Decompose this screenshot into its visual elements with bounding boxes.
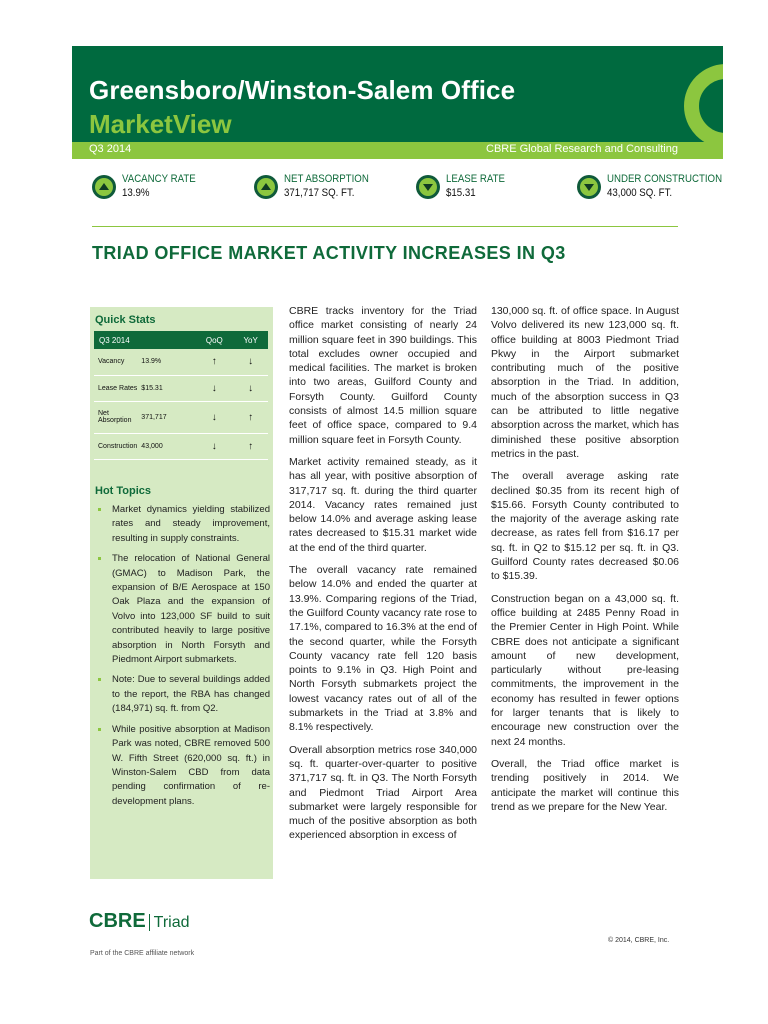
arrow-up-icon — [92, 175, 116, 199]
hot-topics-title: Hot Topics — [95, 485, 152, 497]
table-cell: 43,000 — [137, 433, 195, 459]
kpi-value: 43,000 SQ. FT. — [607, 187, 673, 199]
report-header — [72, 46, 723, 159]
arrow-down-icon — [577, 175, 601, 199]
sidebar — [90, 307, 273, 879]
body-column-1 — [289, 304, 477, 851]
table-header: YoY — [233, 331, 268, 349]
table-row — [94, 433, 268, 459]
table-cell: Lease Rates — [94, 375, 137, 401]
brand-c-logo-icon — [684, 64, 723, 148]
report-subtitle: MarketView — [89, 109, 232, 139]
table-cell: ↓ — [233, 375, 268, 401]
headline: TRIAD OFFICE MARKET ACTIVITY INCREASES IN Q3 — [92, 243, 566, 263]
report-publisher: CBRE Global Research and Consulting — [486, 143, 678, 155]
paragraph: Overall absorption metrics rose 340,000 sq. ft. quarter-over-quarter to positive 371,717 sq. ft. in Q3. The North Forsyth and Piedmont Triad Airport Area submarket were largely responsible for much of the positive absorption as both experienced absorption in excess of — [289, 743, 477, 842]
header-strip — [72, 142, 723, 159]
divider — [92, 226, 678, 227]
table-cell: ↑ — [195, 349, 233, 375]
kpi-value: $15.31 — [446, 187, 476, 199]
quick-stats-table — [94, 331, 268, 460]
affiliate-note: Part of the CBRE affiliate network — [90, 950, 195, 957]
table-cell: 13.9% — [137, 349, 195, 375]
table-header-row — [94, 331, 268, 349]
list-item: Note: Due to several buildings added to the report, the RBA has changed (184,971) sq. ft. from Q2. — [94, 673, 270, 716]
list-item: Market dynamics yielding stabilized rates and steady improvement, resulting in supply constraints. — [94, 503, 270, 546]
arrow-down-icon — [416, 175, 440, 199]
copyright: © 2014, CBRE, Inc. — [608, 937, 670, 944]
table-cell: ↓ — [195, 375, 233, 401]
table-cell: Net Absorption — [94, 401, 137, 433]
table-row — [94, 401, 268, 433]
list-item: While positive absorption at Madison Park was noted, CBRE removed 500 W. Fifth Street (620,000 sq. ft.) in Winston-Salem CBD from data pending confirmation of re-development plans. — [94, 723, 270, 809]
quick-stats-title: Quick Stats — [95, 314, 156, 326]
table-header: Q3 2014 — [94, 331, 195, 349]
table-row — [94, 375, 268, 401]
report-title: Greensboro/Winston-Salem Office — [89, 75, 516, 105]
table-cell: $15.31 — [137, 375, 195, 401]
paragraph: 130,000 sq. ft. of office space. In August Volvo delivered its new 123,000 sq. ft. office building at 8003 Piedmont Triad Pkwy in the Airport submarket contributing much of the positive absorption in the Triad. In addition, much of the absorption success in Q3 can be attributed to little negative absorption across the market, which has diminished these positive absorption metrics in the past. — [491, 305, 679, 460]
table-cell: Construction — [94, 433, 137, 459]
hot-topics-list — [94, 503, 270, 815]
table-cell: ↓ — [233, 349, 268, 375]
table-cell: ↑ — [233, 433, 268, 459]
arrow-up-icon — [254, 175, 278, 199]
paragraph: Overall, the Triad office market is trending positively in 2014. We anticipate the market will continue this trend as we prepare for the New Year. — [491, 757, 679, 813]
paragraph: The overall vacancy rate remained below 14.0% and ended the quarter at 13.9%. Comparing regions of the Triad, the Guilford County vacancy rate rose to 17.1%, compared to 16.3% at the end of the second quarter, while the Forsyth County vacancy rate fell 120 basis points to 9.1% in Q3. High Point and North Forsyth submarkets project the lowest vacancy rates out of all of the submarkets in the Triad at 3.8% and 8.1% respectively. — [289, 564, 477, 734]
kpi-label: VACANCY RATE — [122, 173, 196, 185]
body-column-2 — [491, 304, 679, 822]
kpi-value: 371,717 SQ. FT. — [284, 187, 355, 199]
paragraph: The overall average asking rate declined $0.35 from its recent high of $15.66. Forsyth County contributed to the majority of the average asking rate decrease, as rates fell from $16.17 per sq. ft. in Q2 to $15.12 per sq. ft. in Q3. Guilford County rates decreased $0.06 to $15.39. — [491, 470, 679, 583]
table-cell: ↓ — [195, 433, 233, 459]
paragraph: CBRE tracks inventory for the Triad office market consisting of nearly 24 million square feet in 390 buildings. This total excludes owner occupied and medical facilities. The market is broken into two areas, Guilford County and Forsyth County. Guilford County consists of almost 14.5 million square feet of office space, compared to 9.4 million square feet in Forsyth County. — [289, 305, 477, 446]
kpi-label: UNDER CONSTRUCTION — [607, 173, 723, 185]
table-cell: 371,717 — [137, 401, 195, 433]
report-period: Q3 2014 — [89, 143, 132, 155]
kpi-label: NET ABSORPTION — [284, 173, 369, 185]
cbre-triad-logo — [89, 910, 190, 933]
list-item: The relocation of National General (GMAC) to Madison Park, the expansion of B/E Aerospace at 150 Oak Plaza and the expansion of Volvo into 123,000 SF build to suit contributed heavily to large positive absorption in North Forsyth and Piedmont Airport submarkets. — [94, 552, 270, 667]
table-cell: ↑ — [233, 401, 268, 433]
kpi-value: 13.9% — [122, 187, 150, 199]
table-cell: Vacancy — [94, 349, 137, 375]
table-cell: ↓ — [195, 401, 233, 433]
paragraph: Market activity remained steady, as it has all year, with positive absorption of 317,717 sq. ft. during the third quarter 2014. Vacancy rates remained just below 14.0% and average asking lease rates decreased to $15.31 market wide at the end of the third quarter. — [289, 455, 477, 554]
table-header: QoQ — [195, 331, 233, 349]
paragraph: Construction began on a 43,000 sq. ft. office building at 2485 Penny Road in the Premier Center in High Point. While CBRE does not anticipate a significant amount of new development, particularly without pre-leasing commitments, the improvement in the economy has resulted in fewer options for larger tenants that is likely to encourage new construction over the next 24 months. — [491, 592, 679, 748]
brand-sub: Triad — [149, 914, 190, 931]
table-row — [94, 349, 268, 375]
brand-name: CBRE — [89, 910, 146, 932]
kpi-label: LEASE RATE — [446, 173, 506, 185]
